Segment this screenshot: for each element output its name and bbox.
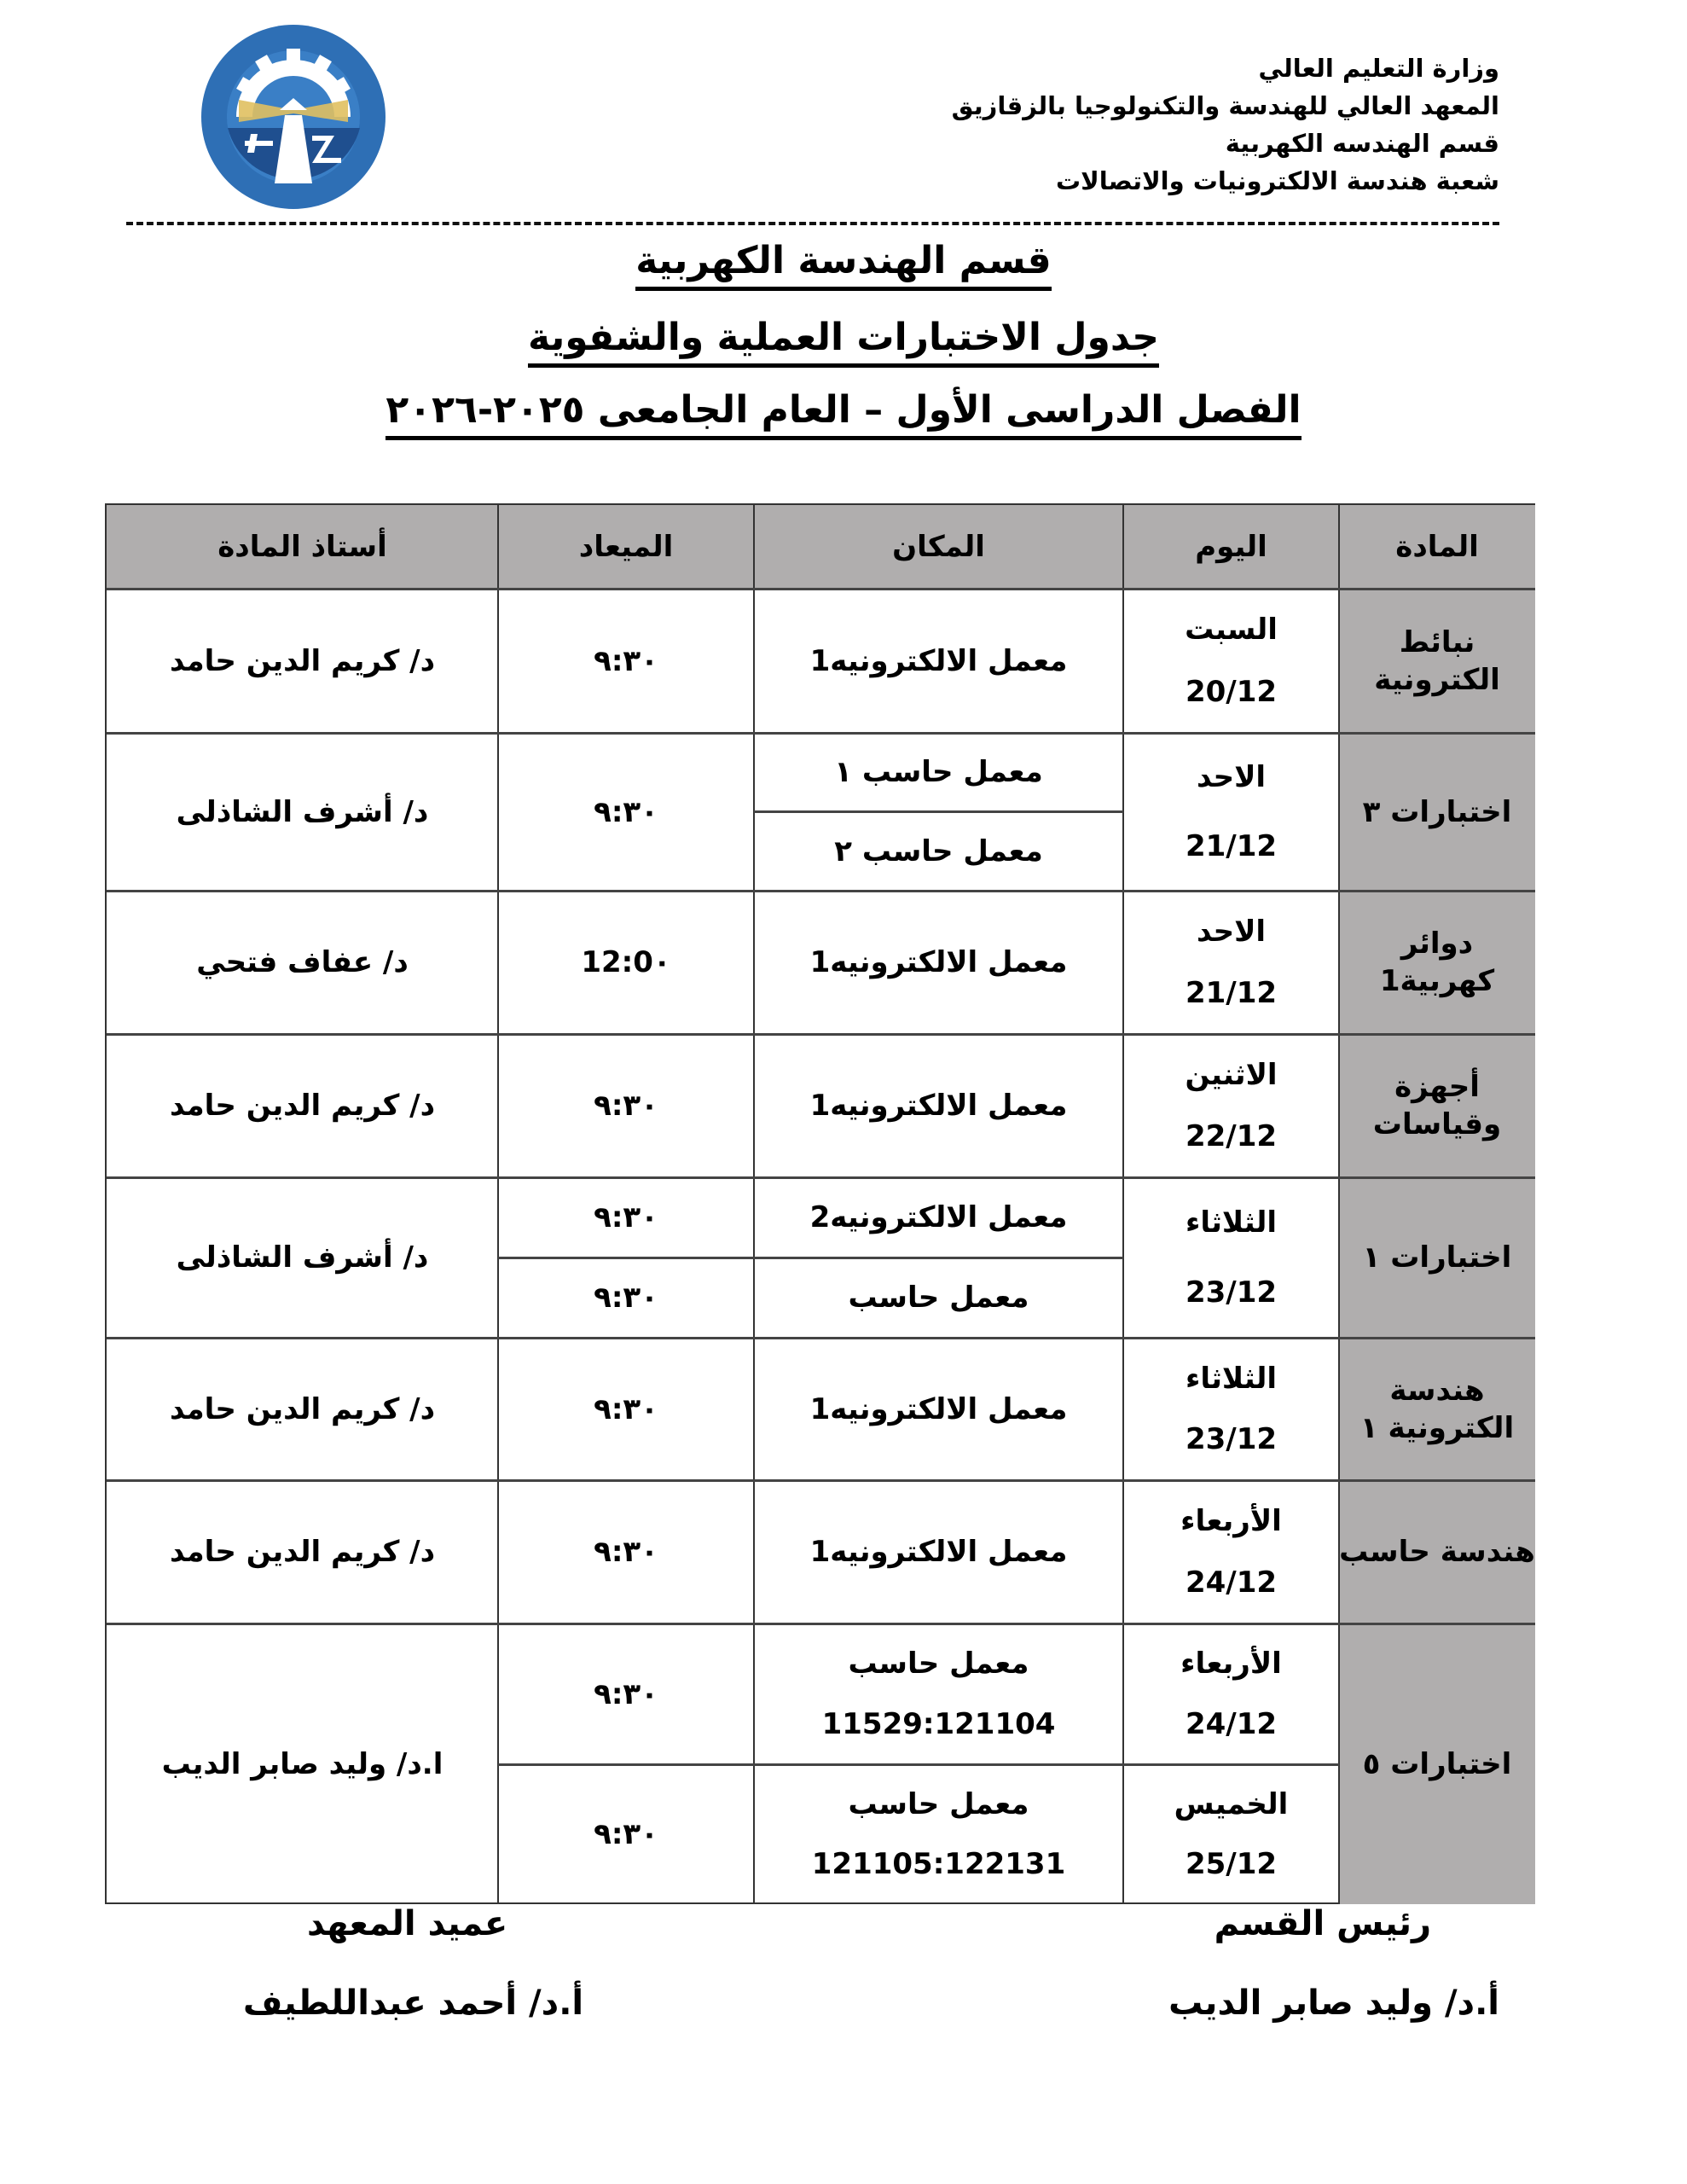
row-1-day bbox=[1123, 589, 1339, 733]
row-7-instructor: د/ كريم الدين حامد bbox=[169, 1535, 436, 1569]
row-4-instructor: د/ كريم الدين حامد bbox=[169, 1089, 436, 1123]
day-date: 25/12 bbox=[1185, 1847, 1278, 1881]
day-name: الأربعاء bbox=[1180, 1647, 1282, 1682]
day-name: الاحد bbox=[1196, 915, 1267, 949]
row-6-instructor: د/ كريم الدين حامد bbox=[169, 1391, 436, 1426]
day-date: 23/12 bbox=[1185, 1422, 1278, 1457]
student-id-range: 11529:121104 bbox=[821, 1706, 1056, 1741]
grid-line bbox=[107, 890, 1535, 892]
row-4-place: معمل الالكترونيه1 bbox=[809, 1089, 1068, 1123]
row-4-day bbox=[1123, 1034, 1339, 1177]
grid-line bbox=[107, 1033, 1535, 1036]
row-5-place-1: معمل الالكترونيه2 bbox=[809, 1200, 1068, 1234]
grid-line bbox=[753, 505, 755, 1904]
grid-line bbox=[1338, 505, 1340, 1904]
row-8-day-2 bbox=[1123, 1764, 1339, 1904]
day-date: 21/12 bbox=[1185, 828, 1278, 863]
row-1-time: ٩:٣٠ bbox=[594, 643, 658, 678]
student-id-range: 121105:122131 bbox=[811, 1847, 1066, 1881]
row-7-place: معمل الالكترونيه1 bbox=[809, 1535, 1068, 1569]
row-7-day bbox=[1123, 1480, 1339, 1623]
grid-line bbox=[497, 505, 499, 1904]
institution-header bbox=[885, 49, 1499, 200]
place-name: معمل حاسب bbox=[848, 1647, 1029, 1682]
row-1-subject: نبائط الكترونية bbox=[1374, 624, 1500, 697]
exam-schedule-table bbox=[105, 503, 1535, 1904]
term-title: الفصل الدراسى الأول – العام الجامعى ٢٠٢٥-٢٠٢٦ bbox=[0, 388, 1687, 440]
row-5-time-1: ٩:٣٠ bbox=[594, 1200, 658, 1234]
ministry-line: وزارة التعليم العالي bbox=[1258, 54, 1499, 83]
institute-line: المعهد العالي للهندسة والتكنولوجيا بالزقازيق bbox=[951, 91, 1499, 120]
grid-line bbox=[107, 1337, 1535, 1339]
row-3-day bbox=[1123, 891, 1339, 1034]
row-2-time: ٩:٣٠ bbox=[594, 794, 658, 829]
row-5-day bbox=[1123, 1177, 1339, 1338]
row-8-time-1: ٩:٣٠ bbox=[594, 1676, 658, 1711]
column-header-day: اليوم bbox=[1123, 505, 1339, 589]
day-date: 24/12 bbox=[1185, 1706, 1278, 1741]
grid-line bbox=[107, 1176, 1535, 1179]
row-8-place-1 bbox=[754, 1623, 1123, 1764]
dean-title: عميد المعهد bbox=[307, 1904, 508, 1943]
row-7-subject: هندسة حاسب bbox=[1339, 1535, 1535, 1569]
day-name: الثلاثاء bbox=[1185, 1361, 1278, 1396]
day-name: الثلاثاء bbox=[1185, 1205, 1278, 1240]
day-date: 21/12 bbox=[1185, 976, 1278, 1010]
day-name: الأربعاء bbox=[1180, 1504, 1282, 1538]
row-3-instructor: د/ عفاف فتحي bbox=[196, 945, 409, 979]
grid-line bbox=[754, 810, 1123, 813]
grid-line bbox=[107, 588, 1535, 590]
row-8-instructor: ا.د/ وليد صابر الديب bbox=[161, 1746, 443, 1781]
row-8-day-1 bbox=[1123, 1623, 1339, 1764]
schedule-title: جدول الاختبارات العملية والشفوية bbox=[0, 316, 1687, 368]
column-header-time: الميعاد bbox=[498, 505, 754, 589]
grid-line bbox=[498, 1763, 1339, 1766]
row-1-instructor: د/ كريم الدين حامد bbox=[169, 643, 436, 678]
day-name: الاثنين bbox=[1185, 1058, 1278, 1092]
row-6-subject: هندسة الكترونية ١ bbox=[1359, 1373, 1515, 1445]
row-8-subject: اختبارات ٥ bbox=[1362, 1746, 1512, 1781]
row-5-time-2: ٩:٣٠ bbox=[594, 1281, 658, 1315]
day-name: الخميس bbox=[1174, 1787, 1289, 1821]
head-of-department-name: أ.د/ وليد صابر الديب bbox=[1168, 1984, 1499, 2023]
row-3-place: معمل الالكترونيه1 bbox=[809, 945, 1068, 979]
header-divider bbox=[126, 222, 1499, 225]
day-name: الاحد bbox=[1196, 760, 1267, 795]
row-5-subject: اختبارات ١ bbox=[1362, 1240, 1512, 1275]
row-6-day bbox=[1123, 1338, 1339, 1480]
row-8-time-2: ٩:٣٠ bbox=[594, 1817, 658, 1851]
dean-name: أ.د/ أحمد عبداللطيف bbox=[243, 1984, 584, 2023]
column-header-subject: المادة bbox=[1339, 505, 1535, 589]
row-2-place-1: معمل حاسب ١ bbox=[834, 755, 1043, 789]
row-3-time: 12:0٠ bbox=[581, 945, 671, 979]
row-4-time: ٩:٣٠ bbox=[594, 1089, 658, 1123]
grid-line bbox=[107, 732, 1535, 735]
row-3-subject: دوائر كهربية1 bbox=[1379, 926, 1495, 998]
head-of-department-title: رئيس القسم bbox=[1214, 1904, 1431, 1943]
department-title: قسم الهندسة الكهربية bbox=[0, 239, 1687, 291]
row-2-place-2: معمل حاسب ٢ bbox=[834, 834, 1043, 868]
row-2-day bbox=[1123, 733, 1339, 891]
grid-line bbox=[107, 1623, 1535, 1625]
division-line: شعبة هندسة الالكترونيات والاتصالات bbox=[1055, 166, 1499, 195]
grid-line bbox=[107, 1479, 1535, 1482]
column-header-instructor: أستاذ المادة bbox=[107, 505, 498, 589]
place-name: معمل حاسب bbox=[848, 1787, 1029, 1821]
row-5-instructor: د/ أشرف الشاذلى bbox=[176, 1240, 429, 1275]
column-header-place: المكان bbox=[754, 505, 1123, 589]
department-line: قسم الهندسه الكهربية bbox=[1225, 129, 1499, 158]
day-name: السبت bbox=[1185, 613, 1278, 648]
institute-logo-icon bbox=[198, 21, 390, 213]
row-8-place-2 bbox=[754, 1764, 1123, 1904]
row-2-instructor: د/ أشرف الشاذلى bbox=[176, 794, 429, 829]
row-4-subject: أجهزة وقياسات bbox=[1372, 1070, 1502, 1141]
row-7-time: ٩:٣٠ bbox=[594, 1535, 658, 1569]
grid-line bbox=[1122, 505, 1124, 1904]
row-6-place: معمل الالكترونيه1 bbox=[809, 1391, 1068, 1426]
row-6-time: ٩:٣٠ bbox=[594, 1391, 658, 1426]
day-date: 22/12 bbox=[1185, 1119, 1278, 1153]
grid-line bbox=[498, 1257, 1123, 1259]
row-5-place-2: معمل حاسب bbox=[848, 1281, 1029, 1315]
day-date: 24/12 bbox=[1185, 1565, 1278, 1600]
row-1-place: معمل الالكترونيه1 bbox=[809, 643, 1068, 678]
day-date: 20/12 bbox=[1185, 674, 1278, 709]
row-2-subject: اختبارات ٣ bbox=[1362, 794, 1512, 829]
day-date: 23/12 bbox=[1185, 1275, 1278, 1310]
